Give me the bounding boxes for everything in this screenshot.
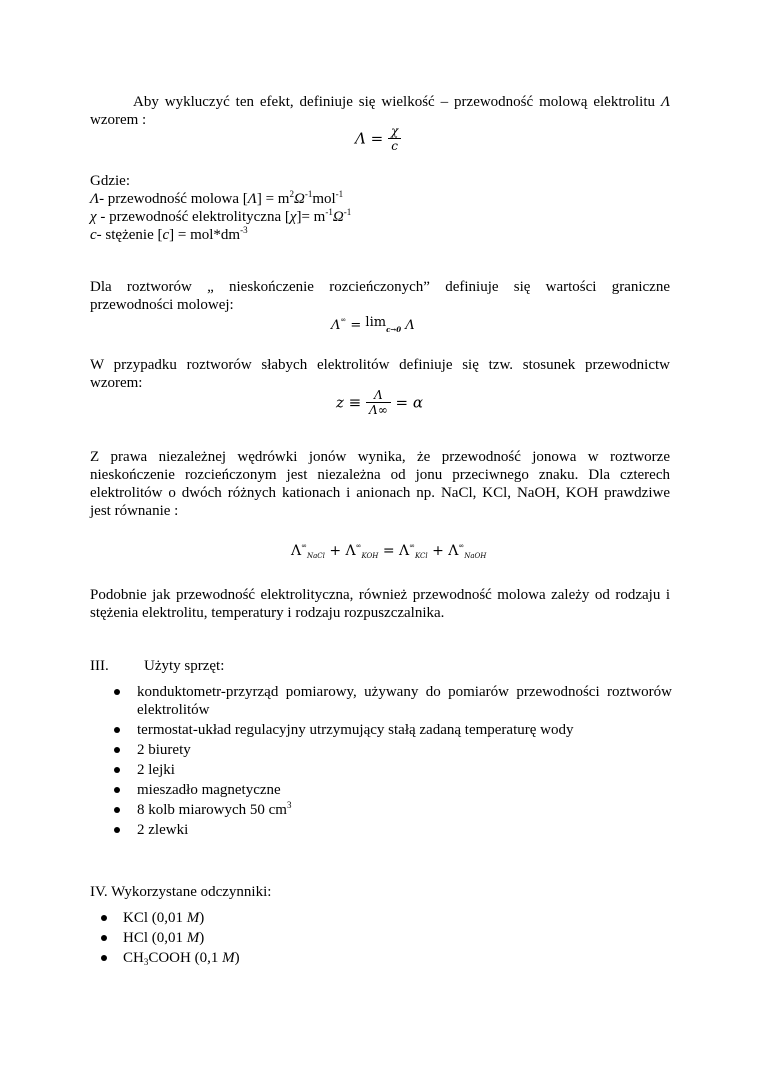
bullet-icon — [114, 689, 120, 695]
definition-conductivity: χ - przewodność elektrolityczna $[\chi]= m^{-1}\Omega^{-1}$ — [90, 207, 352, 225]
definitions-block — [90, 172, 670, 244]
dependence-paragraph — [90, 586, 670, 622]
equation-dissociation-degree: z ≡ $\frac{\Lambda}{\Lambda\infty}$ = α — [336, 388, 423, 417]
bullet-icon — [101, 955, 107, 961]
equation-kohlrausch: $\Lambda^\infty_{NaCl} + \Lambda^\infty_{KOH} = \Lambda^\infty_{KCl} + \Lambda^\infty_{NaOH}$ — [291, 542, 487, 560]
section-4-title: IV. Wykorzystane odczynniki: — [90, 884, 272, 900]
bullet-icon — [114, 727, 120, 733]
p2-line-2: przewodności molowej: — [90, 297, 234, 313]
eq1-lhs: Λ = — [355, 129, 384, 148]
list-item: konduktometr-przyrząd pomiarowy, używany do pomiarów przewodności roztworów elektrolitów — [112, 683, 672, 719]
p4-line-2: nieskończenie rozcieńczonym jest niezależna od jonu przeciwnego znaku. Dla czterech — [90, 467, 670, 483]
eq1-numerator: χ — [388, 124, 401, 139]
list-item: KCl (0,01 M) — [100, 909, 500, 927]
p4-line-1: Z prawa niezależnej wędrówki jonów wynika, że przewodność jonowa w roztworze — [90, 449, 670, 465]
intro-line-1: Aby wykluczyć ten efekt, definiuje się wielkość – przewodność molową elektrolitu — [133, 94, 655, 110]
weak-electrolytes-paragraph — [90, 356, 670, 392]
equipment-list — [112, 683, 672, 839]
bullet-icon — [101, 915, 107, 921]
equation-molar-conductivity — [355, 124, 401, 153]
bullet-icon — [101, 935, 107, 941]
section-3-title: Użyty sprzęt: — [144, 658, 225, 674]
bullet-icon — [114, 807, 120, 813]
definitions-title: Gdzie: — [90, 173, 130, 189]
bullet-icon — [114, 767, 120, 773]
lambda-symbol: Λ — [660, 94, 670, 110]
equation-limit: $\Lambda^\infty = \lim_{c\to 0} \Lambda$ — [331, 315, 415, 334]
limiting-conductivity-paragraph — [90, 278, 670, 314]
section-3-number: III. — [90, 658, 109, 674]
p3-line-1: W przypadku roztworów słabych elektrolitów definiuje się tzw. stosunek przewodnictw — [90, 357, 670, 373]
list-item: 8 kolb miarowych 50 $cm^3$ — [112, 801, 672, 819]
intro-line-2: wzorem : — [90, 112, 147, 128]
p3-line-2: wzorem: — [90, 375, 143, 391]
eq1-denominator: c — [391, 139, 398, 153]
list-item: termostat-układ regulacyjny utrzymujący stałą zadaną temperaturę wody — [112, 721, 672, 739]
kohlrausch-paragraph — [90, 448, 670, 520]
reagents-list — [100, 909, 500, 967]
list-item: mieszadło magnetyczne — [112, 781, 672, 799]
list-item: 2 lejki — [112, 761, 672, 779]
section-3-heading — [90, 657, 225, 675]
list-item: $CH_3COOH$ (0,1 M) — [100, 949, 500, 967]
p5-line-2: stężenia elektrolitu, temperatury i rodzaju rozpuszczalnika. — [90, 605, 445, 621]
definition-concentration: c- stężenie $[c] = mol*dm^{-3}$ — [90, 225, 248, 243]
definition-molar-conductivity: Λ- przewodność molowa $[\Lambda] = m^2\Omega^{-1}mol^{-1}$ — [90, 189, 344, 207]
p4-line-3: elektrolitów o dwóch różnych kationach i anionach np. NaCl, KCl, NaOH, KOH prawdziwe — [90, 485, 670, 501]
bullet-icon — [114, 827, 120, 833]
bullet-icon — [114, 787, 120, 793]
p2-line-1: Dla roztworów „ nieskończenie rozcieńczonych” definiuje się wartości graniczne — [90, 279, 670, 295]
list-item: 2 zlewki — [112, 821, 672, 839]
p4-line-4: jest równanie : — [90, 503, 179, 519]
p5-line-1: Podobnie jak przewodność elektrolityczna, również przewodność molowa zależy od rodzaju i — [90, 587, 670, 603]
list-item: HCl (0,01 M) — [100, 929, 500, 947]
list-item: 2 biurety — [112, 741, 672, 759]
bullet-icon — [114, 747, 120, 753]
